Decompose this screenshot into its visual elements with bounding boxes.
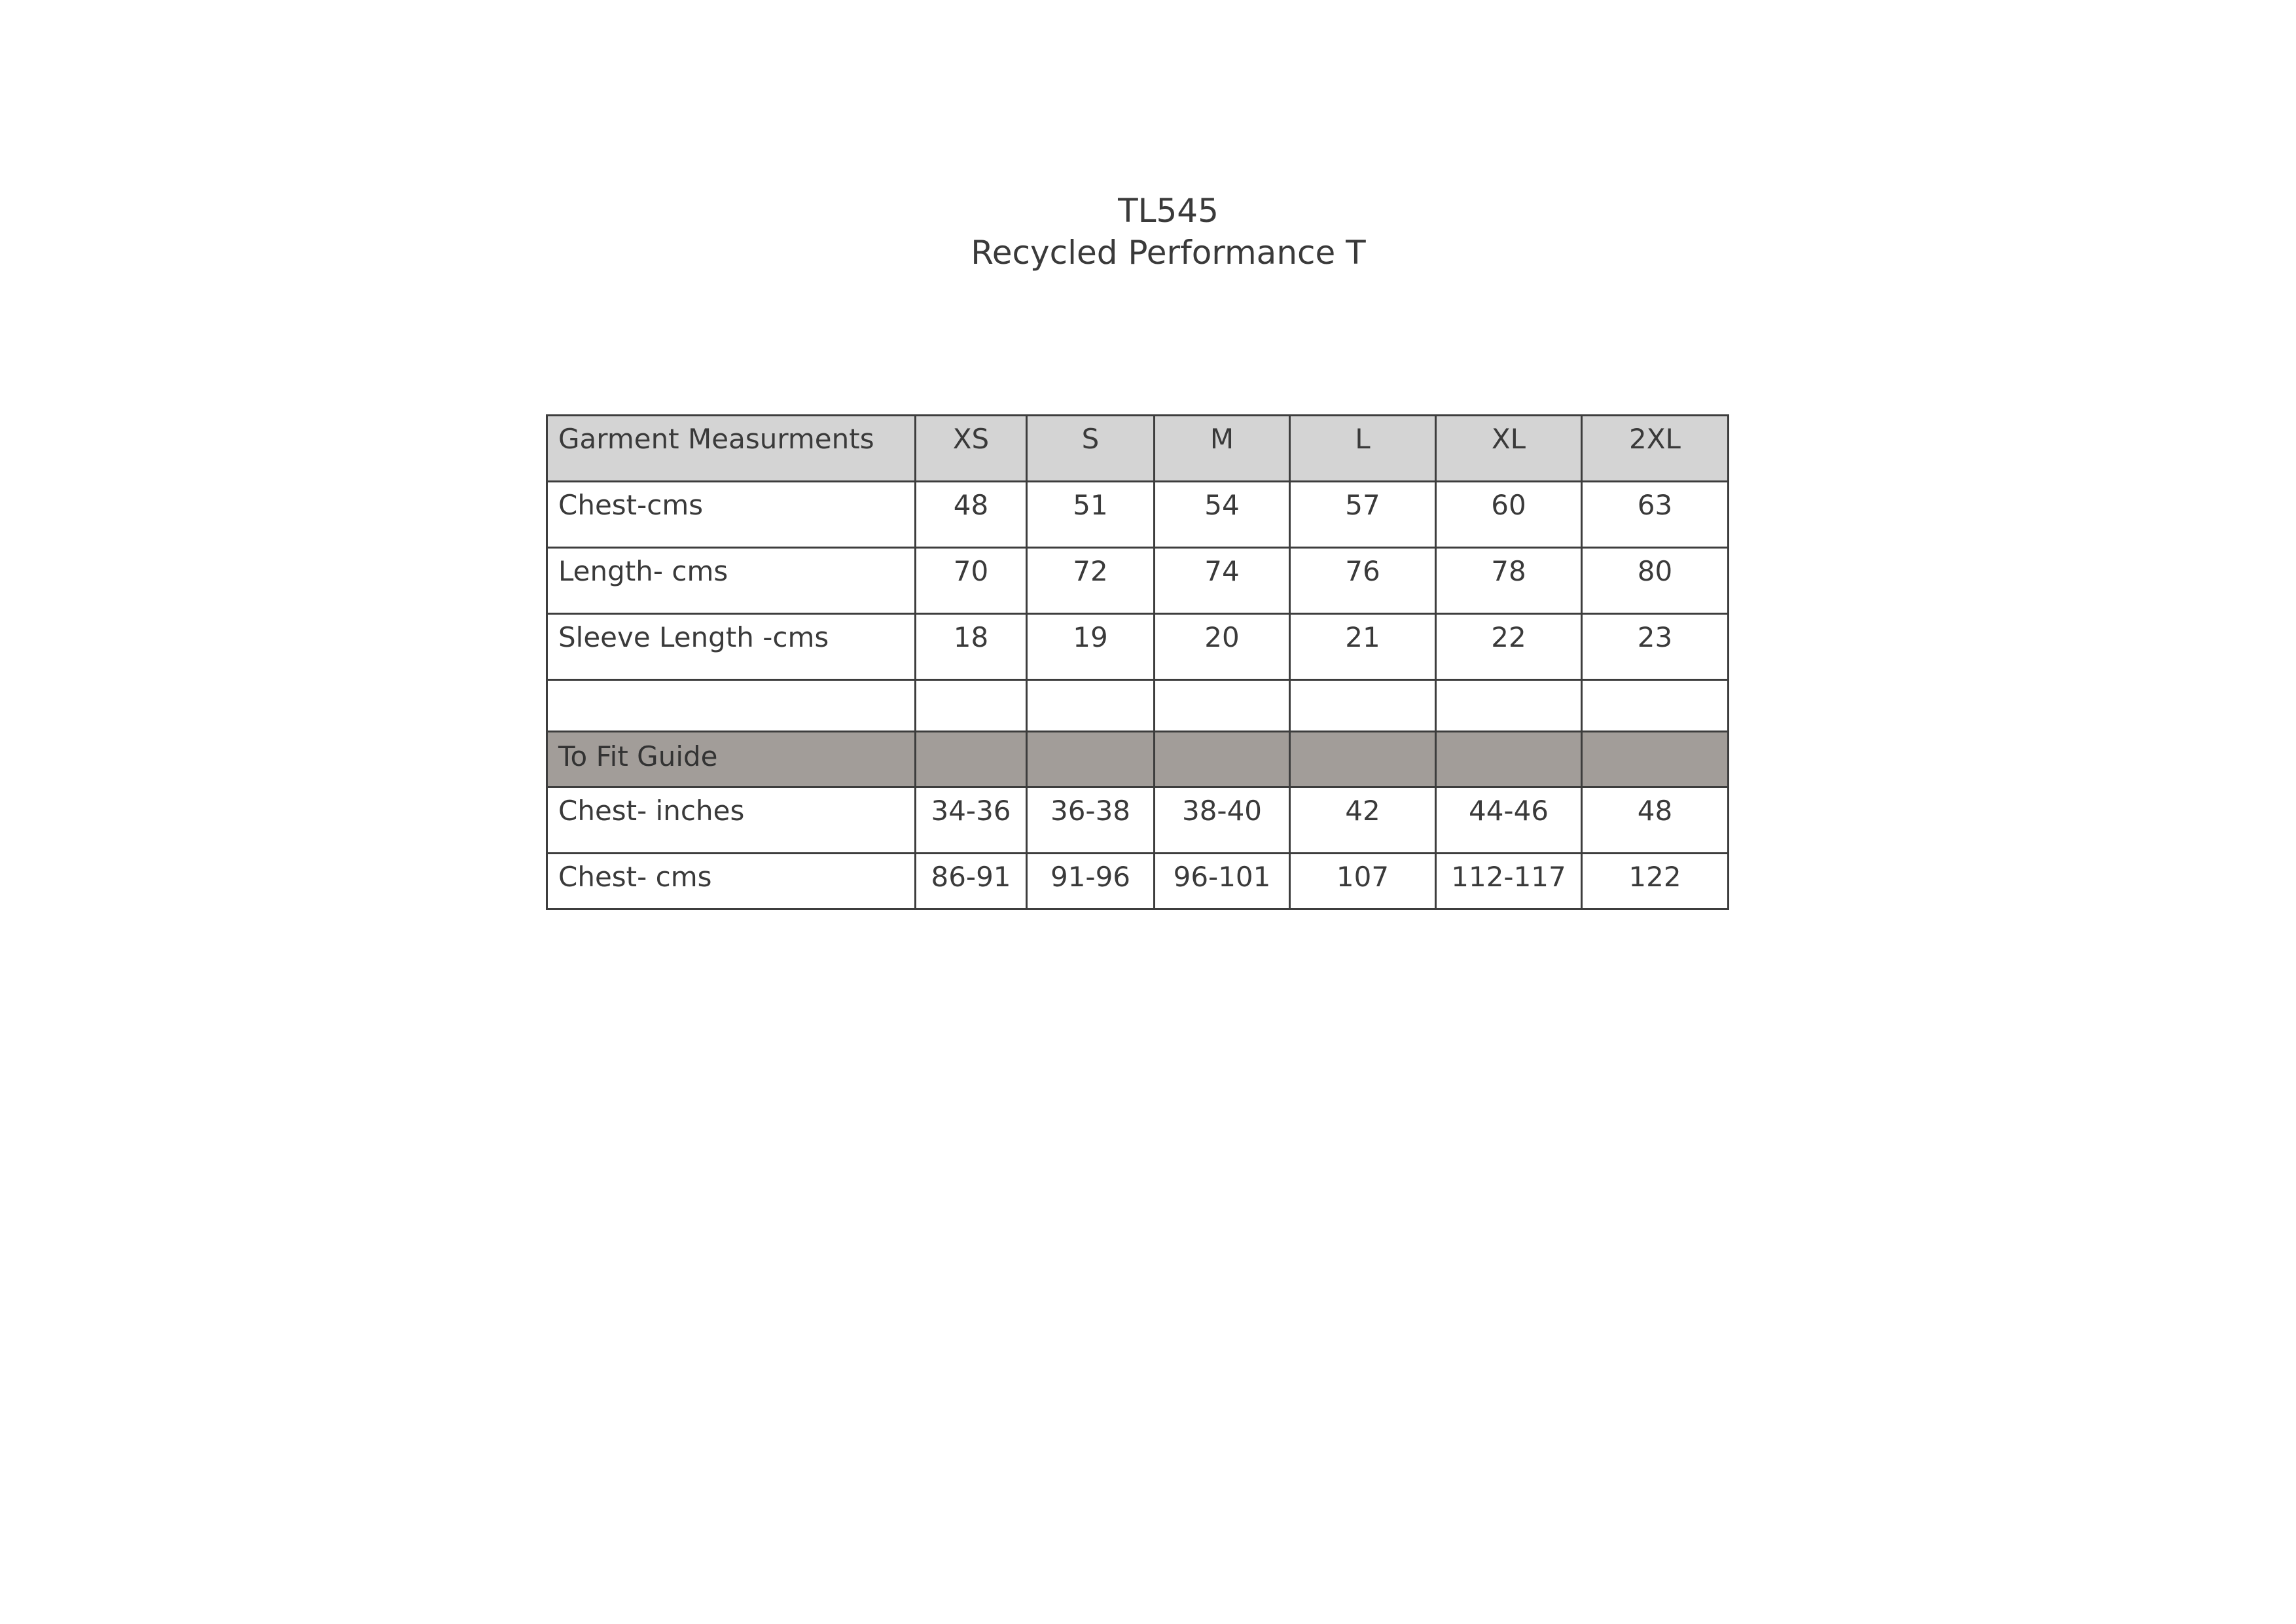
- table-cell: 107: [1290, 854, 1436, 909]
- row-label: Chest- cms: [547, 854, 916, 909]
- empty-cell: [916, 680, 1027, 732]
- row-label: Chest- inches: [547, 787, 916, 854]
- row-label: Sleeve Length -cms: [547, 614, 916, 680]
- section-cell: [1027, 732, 1155, 787]
- table-row-empty: [547, 680, 1729, 732]
- table-cell: 44-46: [1436, 787, 1582, 854]
- table-cell: 86-91: [916, 854, 1027, 909]
- table-cell: 96-101: [1155, 854, 1290, 909]
- table-cell: 48: [916, 482, 1027, 548]
- table-cell: 112-117: [1436, 854, 1582, 909]
- table-row-chest-cms: [547, 482, 1729, 548]
- table-cell: 54: [1155, 482, 1290, 548]
- table-row-sleeve-length-cms: [547, 614, 1729, 680]
- header-cell-s: S: [1027, 416, 1155, 482]
- header-cell-2xl: 2XL: [1582, 416, 1729, 482]
- table-cell: 23: [1582, 614, 1729, 680]
- table-cell: 22: [1436, 614, 1582, 680]
- table-cell: 76: [1290, 548, 1436, 614]
- product-code: TL545: [1118, 192, 1219, 230]
- table-cell: 78: [1436, 548, 1582, 614]
- table-cell: 18: [916, 614, 1027, 680]
- table-cell: 19: [1027, 614, 1155, 680]
- section-cell: [1290, 732, 1436, 787]
- table-row-chest-cms-fit: [547, 854, 1729, 909]
- section-cell: [916, 732, 1027, 787]
- table-cell: 20: [1155, 614, 1290, 680]
- table-cell: 38-40: [1155, 787, 1290, 854]
- size-chart-table: [546, 414, 1729, 910]
- table-cell: 91-96: [1027, 854, 1155, 909]
- document-title: [0, 190, 2296, 274]
- table-cell: 70: [916, 548, 1027, 614]
- section-cell: [1436, 732, 1582, 787]
- row-label: Chest-cms: [547, 482, 916, 548]
- empty-cell: [1290, 680, 1436, 732]
- table-cell: 21: [1290, 614, 1436, 680]
- empty-cell: [1155, 680, 1290, 732]
- header-cell-xs: XS: [916, 416, 1027, 482]
- header-cell-xl: XL: [1436, 416, 1582, 482]
- table-cell: 72: [1027, 548, 1155, 614]
- table-cell: 42: [1290, 787, 1436, 854]
- empty-cell: [547, 680, 916, 732]
- row-label: Length- cms: [547, 548, 916, 614]
- table-cell: 57: [1290, 482, 1436, 548]
- section-cell: [1155, 732, 1290, 787]
- table-cell: 63: [1582, 482, 1729, 548]
- section-cell: [1582, 732, 1729, 787]
- section-label: To Fit Guide: [547, 732, 916, 787]
- header-cell-label: Garment Measurments: [547, 416, 916, 482]
- product-name: Recycled Performance T: [971, 234, 1366, 272]
- table-row-length-cms: [547, 548, 1729, 614]
- header-cell-l: L: [1290, 416, 1436, 482]
- table-cell: 34-36: [916, 787, 1027, 854]
- table-cell: 60: [1436, 482, 1582, 548]
- table-row-chest-inches: [547, 787, 1729, 854]
- empty-cell: [1027, 680, 1155, 732]
- table-cell: 80: [1582, 548, 1729, 614]
- table-cell: 51: [1027, 482, 1155, 548]
- empty-cell: [1582, 680, 1729, 732]
- header-cell-m: M: [1155, 416, 1290, 482]
- table-cell: 74: [1155, 548, 1290, 614]
- table-section-row-to-fit-guide: [547, 732, 1729, 787]
- table-cell: 122: [1582, 854, 1729, 909]
- table-header-row: [547, 416, 1729, 482]
- empty-cell: [1436, 680, 1582, 732]
- table-cell: 36-38: [1027, 787, 1155, 854]
- table-cell: 48: [1582, 787, 1729, 854]
